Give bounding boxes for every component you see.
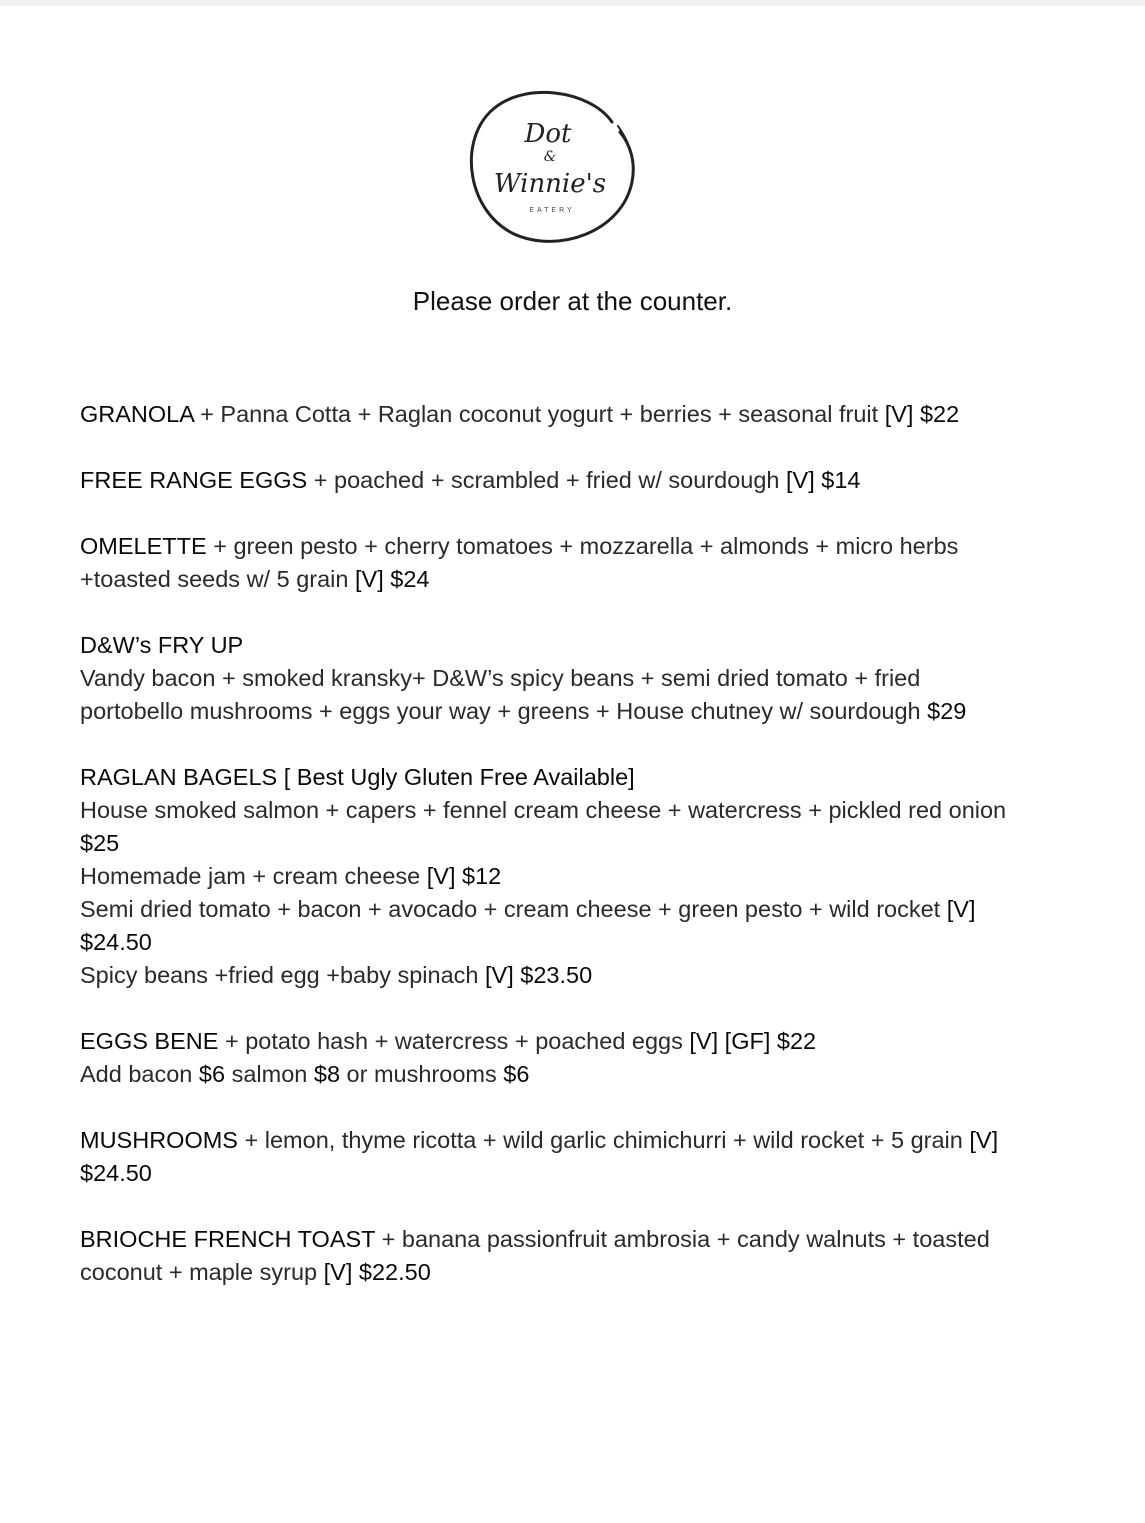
logo-line-2: Winnie's — [493, 169, 607, 199]
menu-list — [80, 398, 1080, 1322]
dish-description: + poached + scrambled + fried w/ sourdough — [307, 467, 786, 493]
dish-name: FREE RANGE EGGS — [80, 467, 308, 493]
add-on-price: $8 — [313, 1061, 341, 1087]
dish-description: + banana passionfruit ambrosia + candy walnuts + toasted — [375, 1226, 990, 1252]
dish-description: Vandy bacon + smoked kransky+ D&W’s spicy beans + semi dried tomato + fried — [80, 665, 921, 691]
dish-name: GRANOLA — [80, 401, 194, 427]
menu-item-mushrooms — [80, 1124, 1080, 1190]
add-on-price: $6 — [503, 1061, 530, 1087]
dish-description: coconut + maple syrup — [80, 1259, 324, 1285]
dish-name: D&W’s FRY UP — [80, 632, 244, 658]
dish-description: + Panna Cotta + Raglan coconut yogurt + berries + seasonal fruit — [193, 401, 885, 427]
add-on-label: Add bacon — [80, 1061, 199, 1087]
dish-price: $24.50 — [80, 1160, 152, 1186]
menu-line — [80, 1124, 1080, 1157]
dish-name: EGGS BENE — [80, 1028, 219, 1054]
dish-price: $22.50 — [358, 1259, 431, 1285]
top-strip — [0, 0, 1145, 6]
bagel-option-description: House smoked salmon + capers + fennel cream cheese + watercress + pickled red onion — [80, 797, 1007, 823]
dish-name: RAGLAN BAGELS [ Best Ugly Gluten Free Available] — [80, 764, 635, 790]
menu-item-raglan-bagels — [80, 761, 1080, 992]
diet-tag: [V] — [969, 1127, 999, 1153]
dish-name: BRIOCHE FRENCH TOAST — [80, 1226, 376, 1252]
dish-name: OMELETTE — [80, 533, 207, 559]
menu-line — [80, 563, 1080, 596]
dish-name: MUSHROOMS — [80, 1127, 238, 1153]
dish-price: $12 — [462, 863, 502, 889]
menu-item-omelette — [80, 530, 1080, 596]
dish-description: + lemon, thyme ricotta + wild garlic chimichurri + wild rocket + 5 grain — [237, 1127, 970, 1153]
menu-line — [80, 695, 1080, 728]
diet-tag: [V] — [355, 566, 384, 592]
menu-item-fry-up — [80, 629, 1080, 728]
dish-description: portobello mushrooms + eggs your way + greens + House chutney w/ sourdough — [80, 698, 928, 724]
bagel-option-description: Spicy beans +fried egg +baby spinach — [80, 962, 485, 988]
menu-line — [80, 1223, 1080, 1256]
logo-ampersand: & — [543, 149, 557, 165]
eatery-logo — [462, 82, 638, 248]
menu-item-free-range-eggs — [80, 464, 1080, 497]
diet-tag: [V] — [884, 401, 914, 427]
diet-tag: [GF] — [724, 1028, 771, 1054]
menu-line — [80, 464, 1080, 497]
bagel-option-description: Homemade jam + cream cheese — [80, 863, 427, 889]
menu-line — [80, 530, 1080, 563]
diet-tag: [V] — [426, 863, 456, 889]
dish-description: +toasted seeds w/ 5 grain — [80, 566, 355, 592]
menu-item-brioche-french-toast — [80, 1223, 1080, 1289]
menu-line — [80, 1256, 1080, 1289]
diet-tag: [V] — [323, 1259, 353, 1285]
dish-price: $22 — [919, 401, 960, 427]
dish-price: $25 — [80, 830, 120, 856]
dish-description: + potato hash + watercress + poached eggs — [218, 1028, 690, 1054]
diet-tag: [V] — [946, 896, 976, 922]
menu-item-eggs-bene — [80, 1025, 1080, 1091]
dish-price: $24 — [390, 566, 430, 592]
diet-tag: [V] — [485, 962, 514, 988]
menu-line — [80, 893, 1080, 926]
diet-tag: [V] — [786, 467, 815, 493]
add-ons-line — [80, 1058, 1080, 1091]
bagel-option-description: Semi dried tomato + bacon + avocado + cream cheese + green pesto + wild rocket — [80, 896, 947, 922]
menu-line — [80, 398, 1080, 431]
add-on-label: or mushrooms — [340, 1061, 504, 1087]
dish-price: $23.50 — [520, 962, 593, 988]
dish-price: $14 — [821, 467, 861, 493]
logo-line-1: Dot — [524, 119, 572, 149]
add-on-price: $6 — [198, 1061, 226, 1087]
logo-circle-icon — [462, 82, 638, 248]
menu-line — [80, 1025, 1080, 1058]
dish-price: $29 — [927, 698, 967, 724]
dish-price: $22 — [776, 1028, 817, 1054]
menu-item-granola — [80, 398, 1080, 431]
order-notice: Please order at the counter. — [412, 286, 733, 316]
add-on-label: salmon — [225, 1061, 314, 1087]
dish-description: + green pesto + cherry tomatoes + mozzarella + almonds + micro herbs — [206, 533, 959, 559]
diet-tag: [V] — [689, 1028, 719, 1054]
menu-line — [80, 959, 1080, 992]
dish-price: $24.50 — [80, 929, 152, 955]
menu-line — [80, 860, 1080, 893]
logo-subtitle: EATERY — [529, 207, 575, 214]
